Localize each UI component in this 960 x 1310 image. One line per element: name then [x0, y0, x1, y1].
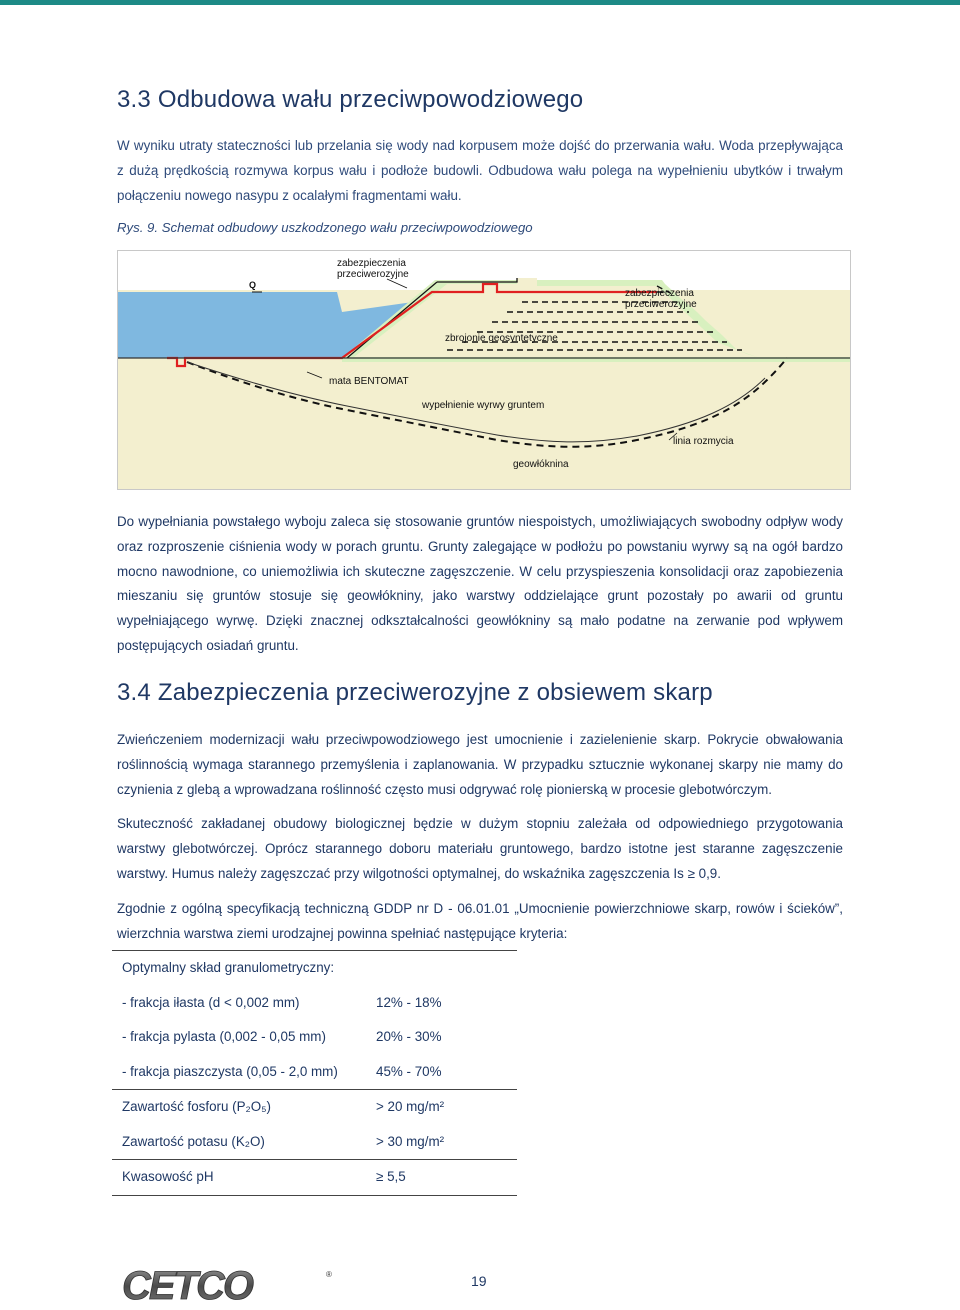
label-q: Q	[249, 280, 257, 290]
table-row	[112, 1090, 517, 1125]
row-label: - frakcja iłasta (d < 0,002 mm)	[122, 994, 300, 1010]
page-number: 19	[471, 1273, 487, 1289]
table-row	[112, 1055, 517, 1090]
table-row	[112, 1020, 517, 1055]
label-wypelnienie: wypełnienie wyrwy gruntem	[422, 400, 545, 411]
figure-caption: Rys. 9. Schemat odbudowy uszkodzonego wału przeciwpowodziowego	[117, 220, 533, 235]
row-label: Zawartość potasu (K₂O)	[122, 1133, 265, 1149]
table-row	[112, 1125, 517, 1160]
row-label: Zawartość fosforu (P₂O₅)	[122, 1099, 271, 1114]
row-value: > 20 mg/m²	[376, 1099, 445, 1114]
label-zab-right-2: przeciwerozyjne	[625, 299, 697, 310]
label-zab-top-2: przeciwerozyjne	[337, 269, 409, 280]
label-zab-top-1: zabezpieczenia	[337, 258, 406, 269]
label-geowloknina: geowłóknina	[513, 459, 569, 470]
table-row	[112, 986, 517, 1021]
label-zbrojenie: zbrojonie geosyntetyczne	[445, 333, 558, 344]
svg-text:CETCO: CETCO	[122, 1265, 252, 1305]
row-label: - frakcja pylasta (0,002 - 0,05 mm)	[122, 1029, 326, 1044]
label-zab-right-1: zabezpieczenia	[625, 288, 694, 299]
water-surface	[117, 292, 342, 312]
section-heading-3-4: 3.4 Zabezpieczenia przeciwerozyjne z obsiewem skarp	[117, 679, 713, 706]
intro-paragraph: W wyniku utraty stateczności lub przelania się wody nad korpusem może dojść do przerwania wału. Woda przepływająca z dużą prędkością rozmywa korpus wału i podłoże budowli. Odbudowa wału polega na wypełnieniu ubytków i trwałym połączeniu nowego nasypu z ocalałymi fragmentami wału.	[117, 138, 843, 203]
row-value: ≥ 5,5	[376, 1169, 406, 1184]
soil-criteria-table	[112, 950, 517, 1196]
paragraph-3-4-3: Zgodnie z ogólną specyfikacją techniczną GDDP nr D - 06.01.01 „Umocnienie powierzchniowe skarp, rowów i ścieków”, wierzchnia warstwa ziemi urodzajnej powinna spełniać następujące kryteria:	[117, 901, 843, 941]
table-row	[112, 1160, 517, 1195]
label-linia-rozmycia: linia rozmycia	[673, 436, 734, 447]
label-mata: mata BENTOMAT	[329, 376, 409, 387]
table-header: Optymalny skład granulometryczny:	[122, 960, 335, 975]
paragraph-3-4-2: Skuteczność zakładanej obudowy biologicznej będzie w dużym stopniu zależała od odpowiedniego przygotowania warstwy glebotwórczej. Oprócz starannego doboru materiału gruntowego, bardzo istotne jest staranne zagęszczenie warstwy. Humus należy zagęszczać przy wilgotności optymalnej, do wskaźnika zagęszczenia Is ≥ 0,9.	[117, 816, 843, 881]
levee-reconstruction-diagram	[117, 250, 851, 490]
row-value: 45% - 70%	[376, 1063, 442, 1079]
row-value: > 30 mg/m²	[376, 1133, 445, 1149]
paragraph-3-4-1: Zwieńczeniem modernizacji wału przeciwpowodziowego jest umocnienie i zazielenienie skarp. Pokrycie obwałowania roślinnością wymaga starannego przemyślenia i zaplanowania. W przypadku sztucznie wykonanej skarpy nie mamy do czynienia z glebą a wprowadzana roślinność często musi odgrywać rolę pionierską w procesie glebotwórczym.	[117, 732, 843, 797]
row-value: 20% - 30%	[376, 1029, 442, 1044]
row-value: 12% - 18%	[376, 994, 442, 1010]
table-header-row	[112, 951, 517, 986]
cetco-logo	[120, 1265, 340, 1310]
section-heading-3-3: 3.3 Odbudowa wału przeciwpowodziowego	[117, 86, 584, 113]
row-label: - frakcja piaszczysta (0,05 - 2,0 mm)	[122, 1063, 338, 1079]
top-accent-bar	[0, 0, 960, 5]
svg-text:®: ®	[326, 1270, 332, 1279]
row-label: Kwasowość pH	[122, 1169, 214, 1184]
body-paragraph-3-3: Do wypełniania powstałego wyboju zaleca się stosowanie gruntów niespoistych, umożliwiających swobodny odpływ wody oraz rozproszenie ciśnienia wody w porach gruntu. Grunty zalegające w podłożu po powstaniu wyrwy są na ogół bardzo mocno nawodnione, co uniemożliwia ich skuteczne zagęszczenie. W celu przyspieszenia konsolidacji oraz zapobiezenia mieszaniu się gruntów stosuje się geowłókniny, jako warstwy oddzielające grunt pozostały po awarii od gruntu wypełniającego wyrwę. Dzięki znacznej odkształcalności geowłókniny są mało podatne na zerwanie pod wpływem postępujących osiadań gruntu.	[117, 514, 843, 653]
